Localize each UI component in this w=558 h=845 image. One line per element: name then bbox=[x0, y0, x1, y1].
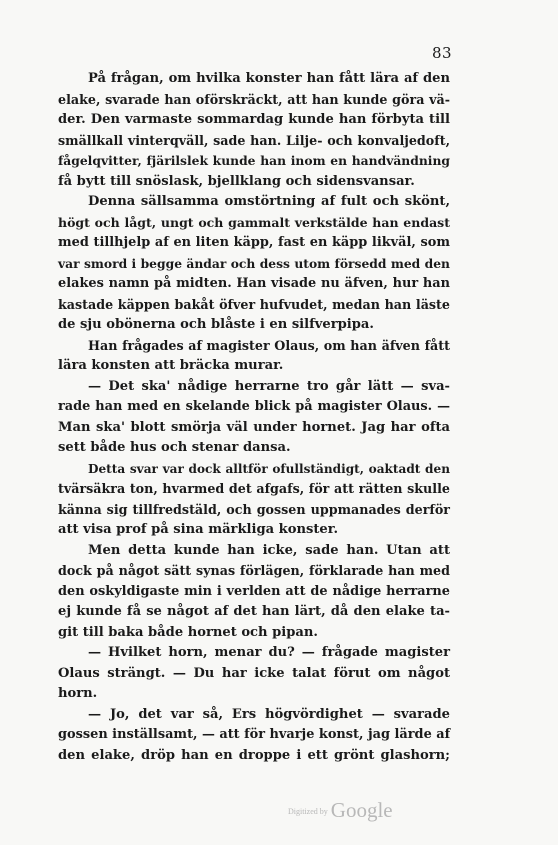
watermark-prefix: Digitized by bbox=[288, 807, 328, 816]
text-line: smällkall vinterqväll, sade han. Lilje- och konvaljedoft, bbox=[58, 132, 450, 148]
text-line: — Hvilket horn, menar du? — frågade magister bbox=[88, 645, 450, 660]
text-line: horn. bbox=[58, 686, 98, 701]
text-line: fågelqvitter, fjärilslek kunde han inom en handvändning bbox=[58, 153, 450, 168]
text-line: På frågan, om hvilka konster han fått lära af den bbox=[88, 71, 450, 86]
text-line: Han frågades af magister Olaus, om han äfven fått bbox=[88, 337, 450, 353]
text-line: Detta svar var dock alltför ofullständigt, oaktadt den bbox=[88, 461, 450, 476]
text-line: högt och lågt, ungt och gammalt verkstälde han endast bbox=[58, 214, 450, 230]
text-line: få bytt till snöslask, bjellklang och sidensvansar. bbox=[58, 173, 415, 189]
text-line: Man ska' blott smörja väl under hornet. Jag har ofta bbox=[58, 419, 450, 435]
text-line: rade han med en skelande blick på magister Olaus. — bbox=[58, 399, 450, 414]
text-line: Olaus strängt. — Du har icke talat förut om något bbox=[58, 665, 450, 681]
text-line: dock på något sätt synas förlägen, förklarade han med bbox=[58, 563, 450, 578]
text-line: den elake, dröp han en droppe i ett grönt glashorn; bbox=[58, 747, 450, 763]
body-text bbox=[58, 69, 450, 766]
text-line: lära konsten att bräcka murar. bbox=[58, 358, 284, 373]
page-number: 83 bbox=[432, 44, 453, 62]
text-line: de sju obönerna och blåste i en silfverpipa. bbox=[58, 317, 374, 332]
text-line: ej kunde få se något af det han lärt, då den elake ta- bbox=[58, 604, 450, 619]
text-line: elakes namn på midten. Han visade nu äfven, hur han bbox=[58, 276, 450, 291]
text-line: git till baka både hornet och pipan. bbox=[58, 624, 318, 640]
text-line: gossen inställsamt, — att för hvarje konst, jag lärde af bbox=[58, 727, 451, 742]
text-line: Men detta kunde han icke, sade han. Utan att bbox=[88, 542, 450, 558]
digitized-by-google-watermark bbox=[288, 798, 393, 823]
text-line: den oskyldigaste min i verlden att de nådige herrarne bbox=[58, 583, 450, 599]
watermark-brand: Google bbox=[330, 798, 393, 822]
text-line: var smord i begge ändar och dess utom försedd med den bbox=[58, 255, 450, 271]
text-line: kastade käppen bakåt öfver hufvudet, medan han läste bbox=[58, 296, 450, 312]
text-line: — Jo, det var så, Ers högvördighet — svarade bbox=[88, 706, 450, 722]
text-line: känna sig tillfredstäld, och gossen uppmanades derför bbox=[58, 501, 450, 517]
text-line: — Det ska' nådige herrarne tro går lätt — sva- bbox=[88, 378, 450, 394]
text-line: med tillhjelp af en liten käpp, fast en käpp likväl, som bbox=[58, 235, 450, 250]
text-line: tvärsäkra ton, hvarmed det afgafs, för att rätten skulle bbox=[58, 481, 450, 496]
text-line: elake, svarade han oförskräckt, att han kunde göra vä- bbox=[58, 91, 450, 107]
text-line: att visa prof på sina märkliga konster. bbox=[58, 522, 339, 537]
text-line: der. Den varmaste sommardag kunde han förbyta till bbox=[58, 112, 450, 127]
text-line: Denna sällsamma omstörtning af fult och skönt, bbox=[88, 194, 450, 209]
text-line: sett både hus och stenar dansa. bbox=[58, 440, 291, 455]
